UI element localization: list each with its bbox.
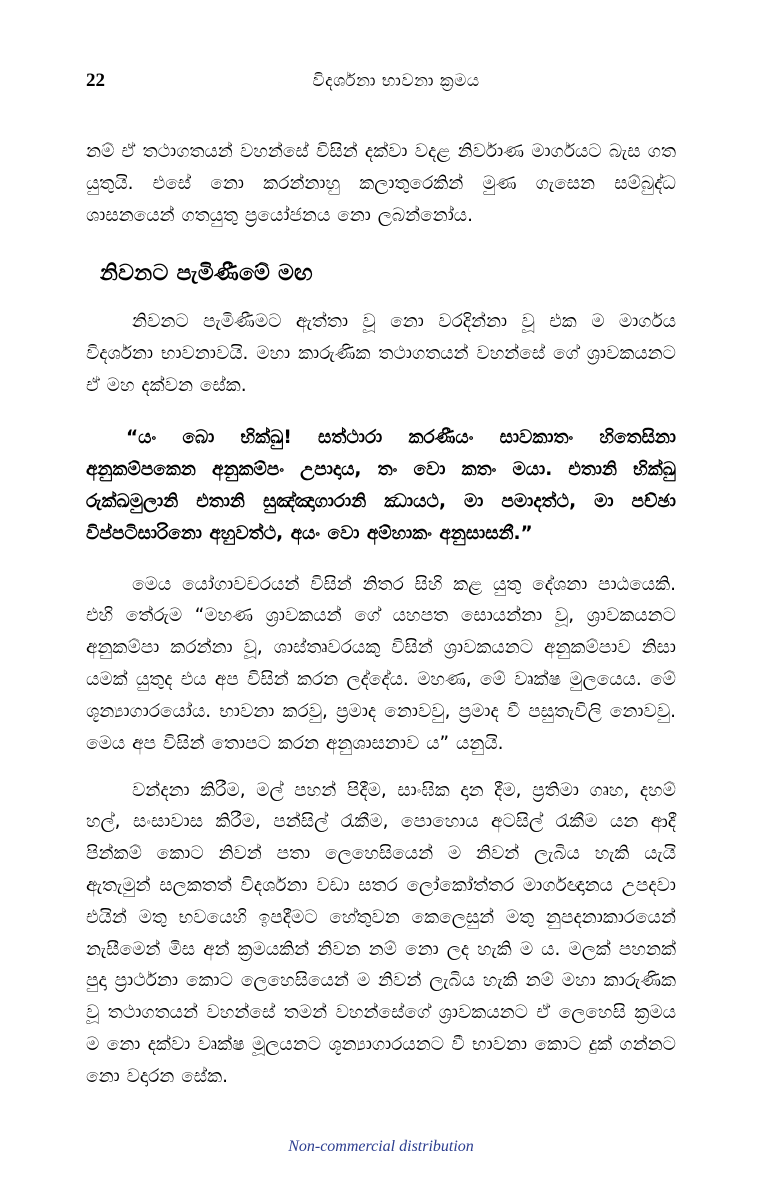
paragraph-2: නිවනට පැමිණීමට ඇත්තා වූ නො වරදින්නා වූ එක ම මාර්ගය විදර්ශනා භාවනාවයි. මහා කාරුණික තථාගතයන් වහන්සේ ගේ ශ්‍රාවකයනට ඒ මහ දක්වන සේක.: [86, 311, 676, 397]
running-head-title: විදර්ශනා භාවනා ක්‍රමය: [312, 71, 480, 91]
footer-note: Non-commercial distribution: [288, 1138, 474, 1155]
running-head: [86, 70, 676, 92]
paragraph-top: නම් ඒ තථාගතයන් වහන්සේ විසින් දක්වා වදළ නිර්වාණ මාර්ගයට බැස ගත යුතුයි. එසේ නො කරන්නාහු කලාතුරෙකින් මුණ ගැසෙන සම්බුද්ධ ශාසනයෙන් ගතයුතු ප්‍රයෝජනය නො ලබන්නෝය.: [86, 141, 676, 226]
section-heading: නිවනට පැමිණීමේ මඟ: [100, 261, 313, 287]
paragraph-3: මෙය යෝගාවචරයන් විසින් නිතර සිහි කළ යුතු දේශනා පාඨයෙකි. එහි තේරුම “මහණ ශ්‍රාවකයන් ගේ යහපත සොයන්නා වූ, ශ්‍රාවකයනට අනුකම්පා කරන්නා වූ, ශාස්තෘවරයකු විසින් ශ්‍රාවකයනට අනුකම්පාව නිසා යමක් යුතුද එය අප විසින් කරන ලද්දේය. මහණ, මේ වෘක්ෂ මුලයෙය. මේ ශූන්‍යාගාරයෝය. භාවනා කරවු, ප්‍රමාද නොවවු, ප්‍රමාද වී පසුතැවිලි නොවවු. මෙය අප විසින් තොපට කරන අනුශාසනාව ය” යනුයි.: [86, 573, 676, 754]
page-number: 22: [86, 70, 105, 91]
pali-quote: “යං බො භික්ඛු! සත්ථාරා කරණීයං සාවකාතං හිතෙසිනා අනුකම්පකෙන අනුකම්පං උපාදාය, තං වො කතං මයා. එතානි භික්ඛු රුක්ඛමුලානි එතානි සුඤ්ඤාගාරානි ඣායථ, මා පමාදත්ථ, මා පච්ඡා විප්පටිසාරිනො අහුවත්ථ, අයං වො අම්හාකං අනුසාසනී.”: [86, 426, 676, 545]
paragraph-4: වන්දනා කිරීම, මල් පහන් පිදීම, සාංඝික දාන දීම, ප්‍රතිමා ගෘහ, දහම් හල්, සංසාවාස කිරීම, පන්සිල් රැකීම, පොහොය අටසිල් රැකීම යන ආදී පින්කම් කොට නිවන් පතා ලෙහෙසියෙන් ම නිවන් ලැබිය හැකි යැයි ඇතැමුන් සලකතත් විදර්ශනා වඩා සතර ලෝකෝත්තර මාර්ගඥානය උපදවා එයින් මතු භවයෙහි ඉපදීමට හේතුවන කෙලෙසුන් මතු නුපදනාකාරයෙන් නැසීමෙන් මිස අන් ක්‍රමයකින් නිවන නම් නො ලද හැකි ම ය. මලක් පහනක් පුදා ප්‍රාර්ථනා කොට ලෙහෙසියෙන් ම නිවන් ලැබිය හැකි නම් මහා කාරුණික වූ තථාගතයන් වහන්සේ තමන් වහන්සේගේ ශ්‍රාවකයනට ඒ ලෙහෙසි ක්‍රමය ම නො දක්වා වෘක්ෂ මූලයනට ශූන්‍යාගාරයනට වී භාවනා කොට දුක් ගන්නට නො වදාරන සේක.: [86, 779, 676, 1087]
